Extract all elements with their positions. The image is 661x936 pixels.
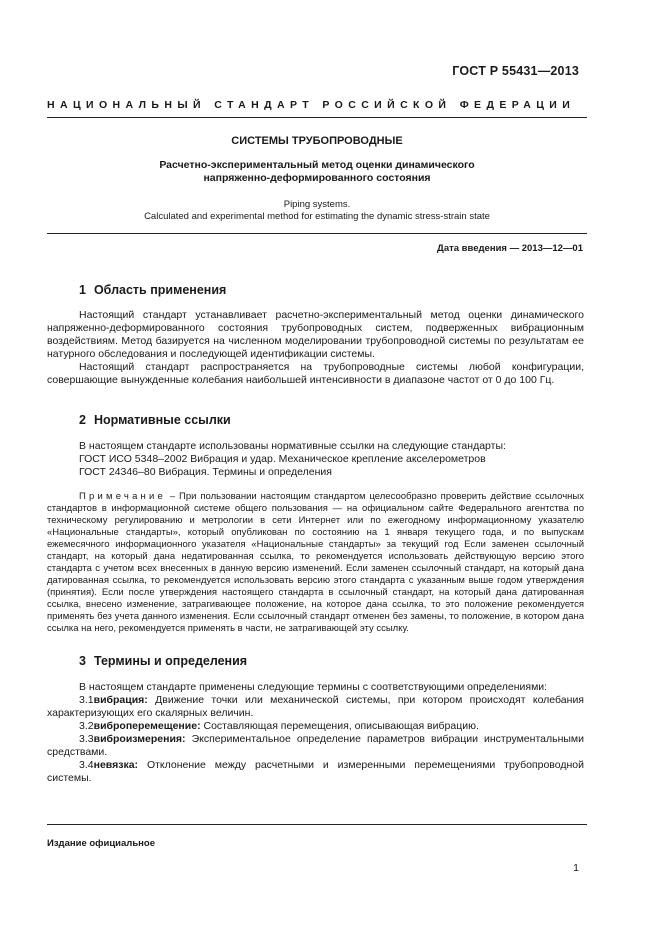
term-number: 3.3 [79,733,94,745]
section-number: 3 [79,654,86,668]
term-text: Движение точки или механической системы, при котором происходят колебания характеризующих его скалярных величин. [47,694,584,719]
term-name: вибрация: [93,694,148,706]
section-number: 2 [79,413,86,427]
subtitle-line-2: напряженно-деформированного состояния [203,172,431,184]
paragraph: Настоящий стандарт распространяется на трубопроводные системы любой конфигурации, совершающие вынужденные колебания наибольшей интенсивности в диапазоне частот от 0 до 100 Гц. [47,361,584,386]
section-title: Нормативные ссылки [93,413,231,427]
term-name: невязка: [93,759,139,771]
term-text: Составляющая перемещения, описывающая вибрацию. [200,720,479,732]
standard-title: СИСТЕМЫ ТРУБОПРОВОДНЫЕ [231,135,403,147]
paragraph: Настоящий стандарт устанавливает расчетно-экспериментальный метод оценки динамического напряженно-деформированного состояния трубопроводных систем, подверженных вибрационным воздействиям. Метод базируется на численном моделировании трубопроводной системы по результатам ее натурного обследования и последующей идентификации системы. [47,309,584,360]
note-label: Примечание [79,491,166,502]
standard-subtitle [47,159,587,185]
term-definition [47,759,584,785]
term-definition [47,720,584,733]
section-3-body [47,681,584,785]
section-1-heading [79,283,226,297]
term-number: 3.4 [79,759,94,771]
term-definition [47,694,584,720]
term-number: 3.1 [79,694,94,706]
reference-item: ГОСТ ИСО 5348–2002 Вибрация и удар. Механическое крепление акселерометров [79,453,486,465]
english-title-line-2: Calculated and experimental method for estimating the dynamic stress-strain state [144,211,490,222]
section-title: Термины и определения [93,654,248,668]
section-2-body [47,440,584,479]
term-definition [47,733,584,759]
note-paragraph [47,491,584,635]
section-3-heading [79,654,247,668]
paragraph: В настоящем стандарте использованы нормативные ссылки на следующие стандарты: [79,440,506,452]
paragraph: В настоящем стандарте применены следующие термины с соответствующими определениями: [79,681,548,693]
term-name: виброизмерения: [93,733,186,745]
section-1-body [47,309,584,387]
page-number: 1 [573,862,579,874]
term-text: Отклонение между расчетными и измеренными перемещениями трубопроводной системы. [47,759,584,784]
note-text: – При пользовании настоящим стандартом целесообразно проверить действие ссылочных стандартов в информационной системе общего пользования — на официальном сайте Федерального агентства по техническому регулированию и метрологии в сети Интернет или по ежегодному информационному указателю «Национальные стандарты», который опубликован по состоянию на 1 января текущего года, и по выпускам ежемесячного информационного указателя «Национальные стандарты» за текущий год Если заменен ссылочный стандарт, на который дана недатированная ссылка, то рекомендуется использовать действующую версию этого стандарта с учетом всех внесенных в данную версию изменений. Если заменен ссылочный стандарт, на который дана датированная ссылка, то рекомендуется использовать версию этого стандарта с указанным выше годом утверждения (принятия). Если после утверждения настоящего стандарта в ссылочный стандарт, на который дана датированная ссылка, внесено изменение, затрагивающее положение, на которое дана ссылка, то это положение рекомендуется применять без учета данного изменения. Если ссылочный стандарт отменен без замены, то положение, в котором дана ссылка на него, рекомендуется применять в части, не затрагивающей эту ссылку. [47,491,584,634]
english-title-line-1: Piping systems. [283,199,351,210]
national-standard-banner: НАЦИОНАЛЬНЫЙ СТАНДАРТ РОССИЙСКОЙ ФЕДЕРАЦИИ [47,99,576,111]
title-rule [47,233,587,234]
note-block [47,491,584,635]
term-number: 3.2 [79,720,94,732]
subtitle-line-1: Расчетно-экспериментальный метод оценки динамического [159,159,475,171]
official-edition-label: Издание официальное [47,838,155,849]
section-title: Область применения [93,283,227,297]
header-rule [47,117,587,118]
footer-rule [47,824,587,825]
english-title [47,199,587,223]
introduction-date: Дата введения — 2013—12—01 [437,243,583,254]
document-code: ГОСТ Р 55431—2013 [452,64,579,78]
reference-item: ГОСТ 24346–80 Вибрация. Термины и определения [79,466,332,478]
term-name: виброперемещение: [93,720,201,732]
section-2-heading [79,413,231,427]
term-text: Экспериментальное определение параметров вибрации инструментальными средствами. [47,733,584,758]
section-number: 1 [79,283,86,297]
